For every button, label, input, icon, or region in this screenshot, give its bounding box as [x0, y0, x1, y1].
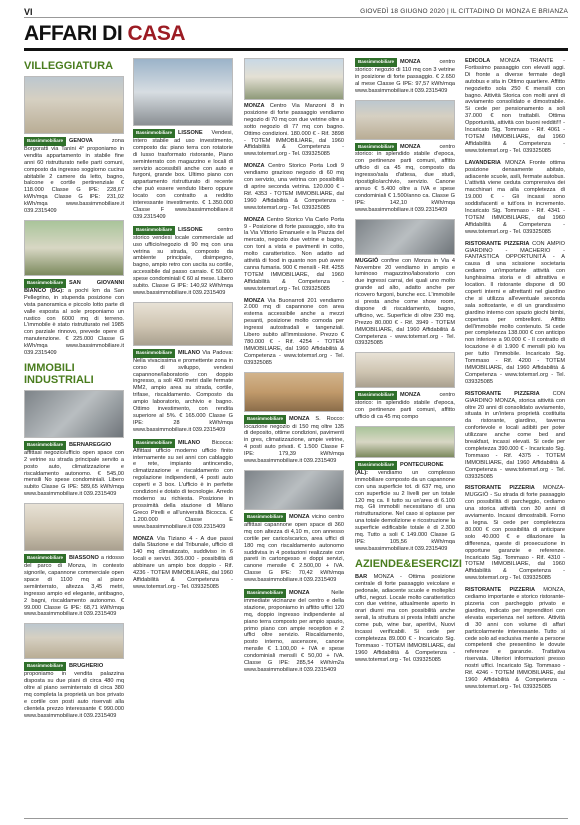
photo-monza-manzoni: [244, 58, 344, 100]
column-4: [355, 58, 462, 669]
photo-monza-capannone: [244, 470, 344, 510]
ad-muggio: MUGGIÒ confine con Monza in Via 4 Novembre 20 vendiamo in ampio e luminoso magazzino/laboratorio con due ingressi carrai, dei quali uno molto grande ad alto, adatto anche per ricovero furgoni, bunche ecc. L'immobile si presta anche come show room, dispone di riscaldamento, bagno, ufficino, wc. Superficie di oltre 230 mq. Prezzo 80.000 € - Rif. 3949 - TOTEM IMMOBILIARE, dal 1960 Affidabilità & Competenza - www.totemsrl.org - Tel. 039325085: [355, 257, 455, 347]
photo-lissone: [133, 58, 233, 126]
ad-biassono: Bassimmobiliare BIASSONO a ridosso del parco di Monza, in contesto signorile, capannone commerciale open space di 1100 mq al piano semiinterrato, altezza 3,45 metri, ingresso ampio ed elegante, antibagno, 2 bagni, riscaldamento autonomo. € 99.000 Classe G IPE: 68,71 kWh/mqa www.bassimmobiliare.it 039.2315409: [24, 555, 124, 618]
ad-brugherio: Bassimmobiliare BRUGHERIO proponiamo in vendita palazzina disposta su due piani di circa 480 mq oltre al piano seminterrato di circa 380 mq completa la proprietà un box privato e cortile con posti auto riservati alla clientela prezzo interessante € 990.000 www.bassimmobiliare.it 039.2315409: [24, 663, 124, 719]
ad-ristorante-2: RISTORANTE PIZZERIA CON GIARDINO MONZA, storica attività con oltre 20 anni di consolidato avviamento, situata in un'intera proprietà costituita da ristorante, giardino, taverna confortevole e locali adibiti per poter utilizzare anche come bed and breakfast, incassi elevati. Si cede per completezza 390.000 € - Incaricato Sig. Tommaso - Rif. 4375 - TOTEM IMMOBILIARE, dal 1960 Affidabilità & Competenza - www.totemsrl.org - Tel. 039325085: [465, 390, 565, 480]
ad-genova: Bassimmobiliare GENOVA zona Borgoratti via Tanini 4° proponiamo in vendita appartamento in stabile fine anni 60 ristrutturato nelle parti comuni, composto da ingresso soggiorno cucina abitabile 2 camere da letto, bagno, balcone e cortile pertinenziale € 118.000 Classe G IPE: 228,67 kWh/mqa Classe G IPE: 231,02 kWh/mqa www.bassimmobiliare.it 039.2315409: [24, 138, 124, 215]
column-2: [133, 58, 233, 596]
agency-logo: Bassimmobiliare: [24, 137, 66, 146]
ad-monza-buonarroti: MONZA Via Buonarroti 201 vendiamo 2.000 mq di capannone con area esterna accessibile anche a mezzi pesanti, posizione molto comoda per ingressi autostradali e tangenziali. Libero subito all'immissione. Prezzo € 780.000 € - Rif. 4254 - TOTEM IMMOBILIARE, dal 1960 Affidabilità & Competenza - www.totemsrl.org - Tel. 039325085: [244, 297, 344, 366]
photo-genova: [24, 76, 124, 134]
photo-monza-rocco: [244, 372, 344, 412]
footer-rule: [24, 818, 568, 819]
photo-biassono: [24, 503, 124, 551]
page-title: AFFARI DI CASA: [24, 22, 186, 45]
page-header: [24, 8, 568, 18]
ad-pontecurone: Bassimmobiliare PONTECURONE (AL): vendiamo un complesso immobiliare composto da un capannone con una superficie tot. di 637 mq, uno con superficie su 2 livelli per un totale 120 mq ca. Il tutto su un'area di 6.100 mq. Gli immobili necessitano di una ristrutturazione. Nel caso si optasse per una totale demolizione e ricostruzione la superficie edificabile totale è di 2.300 mq. Tutto a soli € 149.000 Classe G IPE: 105,56 kWh/mqa www.bassimmobiliare.it 039.2315409: [355, 462, 455, 552]
photo-brugherio: [24, 623, 124, 659]
section-aziende: AZIENDE&ESERCIZI: [355, 557, 462, 570]
ad-monza-stabile: Bassimmobiliare MONZA centro storico: in splendido stabile d'epoca, con pertinenze parti comuni, affitto ufficio di ca 45 mq compo: [355, 392, 455, 421]
ad-monza-centrostorico: Bassimmobiliare MONZA centro storico: negozio di 110 mq con 3 vetrine in posizione di forte passaggio. € 2.650 al mese Classe G IPE: 97,57 kWh/mqa www.bassimmobiliare.it 039.2315409: [355, 59, 455, 94]
ad-monza-portalodi: MONZA Centro Storico Porta Lodi 9 vendiamo grazioso negozio di 60 mq con servizio, una vetrina con possibilità di aprire seconda vetrina. 120.000 € - Rif. 4353 - TOTEM IMMOBILIARE, dal 1960 Affidabilità & Competenza - www.totemsrl.org - Tel. 039325085: [244, 163, 344, 211]
ad-monza-manzoni: MONZA Centro Via Manzoni 8 in posizione di forte passaggio vendiamo negozio di 70 mq con due vetrine oltre a sotto negozio di 77 mq con bagno. Ottimo condizioni. 180.000 € - Rif. 3898 - TOTEM IMMOBILIARE, dal 1960 Affidabilità & Competenza - www.totemsrl.org - Tel. 039325085: [244, 103, 344, 158]
photo-muggio: [355, 219, 455, 255]
section-industriali: IMMOBILI INDUSTRIALI: [24, 361, 94, 386]
ad-monza-centrostorico-2: Bassimmobiliare MONZA centro storico: in splendido stabile d'epoca, con pertinenze parti comuni, affitto ufficio di ca 45 mq, composto da ingresso/sala d'attesa, due studi, ripostiglio/archivio, servizio. Canone annuo € 5.400 oltre a IVA e spese condominiali € 1.500/anno ca. Classe G IPE: 142,10 kWh/mqa www.bassimmobiliare.it 039.2315409: [355, 143, 455, 213]
photo-pontecurone: [355, 426, 455, 458]
ad-lavanderia: LAVANDERIA MONZA Fronte ottima posizione densamente abitato, adiacente scuole, asili, fermate autobus. L'attività viene ceduta comprensiva dei macchinari ma alla completezza di 19.000 € - Gli incassi sono soddisfacenti e tutt'ora in incremento. Incaricato Sig. Tommaso - Rif. 4341 - TOTEM IMMOBILIARE, dal 1960 Affidabilità & Competenza - www.totemsrl.org - Tel. 039325085: [465, 159, 565, 235]
ad-monza-nelle: Bassimmobiliare MONZA Nelle immediate vicinanze del centro e della stazione, proponiamo in affitto uffici 120 mq, doppio ingresso indipendente al piano terra composto per ampio spazio, primo piano con ampie reception e 2 uffici oltre servizio. Riscaldamento, posto interno, ascensore, canone mensile € 1.100,00 + IVA e spese condominiali mensili € 50,00 + IVA. Classe G IPE: 285,54 kWh/m2a www.bassimmobiliare.it 039.2315409: [244, 590, 344, 673]
ad-ristorante-4: RISTORANTE PIZZERIA MONZA, cediamo importante e storico ristorante-pizzeria con parcheggio privato e giardino, indicato per imprenditori con elevata esperienza nel settore. Attività di 30 anni con volume di affari particolarmente interessante. Tutto si cede solo ad esclusiva mente a persone competenti che presentino le dovute referenze e garanzie. Trattativa riservata. Ulteriori informazioni presso nostri uffici. Incaricato Sig. Tommaso - Rif. 4246 - TOTEM IMMOBILIARE, dal 1960 Affidabilità & Competenza - www.totemsrl.org - Tel. 039325085: [465, 587, 565, 690]
ad-ristorante-3: RISTORANTE PIZZERIA MONZA-MUGGIÒ - Su strada di forte passaggio con possibilità di parcheggio, cediamo una storica attività con 30 anni di avviamento. Incassi dimostrabili. Forno a legna. Si cede per completezza 80.000 € con possibilità di anticipare solo 40.000 € e dilazionare la differenza, queste di prosecuzione in opportune garanzie e referenze. Incaricato Sig. Tommaso - Rif. 4310 - TOTEM IMMOBILIARE, dal 1960 Affidabilità & Competenza - www.totemsrl.org - Tel. 039325085: [465, 485, 565, 582]
column-5: [465, 58, 565, 696]
header-info: GIOVEDÌ 18 GIUGNO 2020 | IL CITTADINO DI MONZA E BRIANZA: [360, 8, 568, 15]
ad-edicola: EDICOLA MONZA TRIANTE - Fortissimo passaggio con elevati aggi. Di fronte a diverse fermate degli autobus e sita in Ottimo quartiere. Affitto negozietto sola 250 € mensili con bagno. Attività Storica con molti anni di avviamento consolidato e dimostrabile. Si cede per pensionamento a soli 37.000 € non trattabili. Ottima Opportunità, attività con buoni redditi!!! - Incaricato Sig. Tommaso - Rif. 4061 - TOTEM IMMOBILIARE, dal 1960 Affidabilità & Competenza - www.totemsrl.org - Tel. 039325085: [465, 58, 565, 154]
ad-monza-capannone: Bassimmobiliare MONZA vicino centro affittasi capannone open space di 360 mq con altezza di 4,10 m, con annesso cortile per carico/scarico, area uffici di 180 mq con riscaldamento autonomo suddivisa in 4 postazioni realizzate con pareti in cartongesso e doppi servizi, canone mensile € 2.500,00 + IVA. Classe G IPE: 70,42 kWh/mqa www.bassimmobiliare.it 039.2315409: [244, 513, 344, 584]
ad-milano-1: Bassimmobiliare MILANO Via Padova: Nella vivacissima e promettente zona in corso di sviluppo, vendesi capannone/laboratorio con doppio ingresso, a soli 400 metri dalle fermate MM2, ampio area su strada, cortile, trifase, riscaldamento. Composto da ampio laboratorio, archivio e bagno. Ottimo investimento, con rendita superiore al 5%. € 165.000 Classe G IPE: 28 kWh/mqa www.bassimmobiliare.it 039.2315409: [133, 349, 233, 433]
ad-bar-monza: BAR MONZA - Ottima posizione centrale di forte passaggio veicolare e pedonale, adiacente scuole e molteplici uffici, negozi. Locale molto caratteristico con due vetrine, attualmente aperto in orari diurni ma con possibilità anche serali, la struttura si presta infatti anche come pub, wine bar, aperitivi, Nuovi incassi verificabili. Si cede per completezza 89.000 € - Incaricato Sig. Tommaso - TOTEM IMMOBILIARE, dal 1960 Affidabilità & Competenza - www.totemsrl.org - Tel. 039325085: [355, 573, 455, 663]
page-number: VI: [24, 7, 33, 17]
photo-milano: [133, 302, 233, 346]
photo-monza-centro: [355, 100, 455, 140]
ad-sangiovanni: Bassimmobiliare SAN GIOVANNI BIANCO (BG): a pochi km da San Pellegrino, in stupenda posizione con vista panoramica e piccolo lotto parte di valle esposta al sole proponiamo un rustico con 6000 mq di terreno. L'immobile è stato ristrutturato nel 1985 con parziale rinnovo, prevede opere di manutenzione. € 225.000 Classe G kWh/mqa www.bassimmobiliare.it 039.2315409: [24, 279, 124, 357]
ad-lissone-2: Bassimmobiliare LISSONE centro storico vendesi locale commerciale ad uso ufficio/negozio di 90 mq con una vetrina su strada, composto da ambiente principale, disimpegno, bagno, ampio retro con uscita su cortile, accessibile dal passo carraio. € 50.000 spese condominiali € 60 al mese. Libero subito. Classe G IPE: 140,92 kWh/mqa www.bassimmobiliare.it 039.2315409: [133, 226, 233, 296]
column-3: [244, 58, 344, 679]
column-1: [24, 58, 124, 725]
ad-bernareggio: Bassimmobiliare BERNAREGGIO affittasi negozio/ufficio open space con 2 vetrine su strada principale servito a posto auto, climatizzazione e riscaldamento autonomo. € 545,00 mensili No spese condominiali. Libero subito Classe G IPE: 589,65 kWh/mqa www.bassimmobiliare.it 039.2315409: [24, 441, 124, 498]
ad-ristorante-1: RISTORANTE PIZZERIA CON AMPIO GIARDINO - MACHERIO - FANTASTICA OPPORTUNITÀ - A causa di una scissione societaria cediamo un'importante attività con lunghissima storia e di attrattiva e location. Il ristorante dispone di 90 coperti interni e altrettanti nel giardino che si utilizza all'eventuale seconda sala sottostante, e di un grandissimo giardino interno con spazio giochi bimbi, copertura per ombrelloni. Affitto dell'immobile molto contenuto. Si cede per completezza 138.000 € con anticipo non inferiore a 90.000 € - Il contratto di locazione è di 1.900 € mensili più iva per tutto l'immobile. Incaricato Sig. Tommaso - Rif. 4200 - TOTEM IMMOBILIARE, dal 1960 Affidabilità & Competenza - www.totemsrl.org - Tel. 039325085: [465, 240, 566, 385]
ad-milano-2: Bassimmobiliare MILANO Bicocca: Affittasi ufficio moderno ufficio finito internamente su sei anni con cablaggio e rete, impianto antincendio, climatizzazione e riscaldamento con regolazione indipendenti, 4 posti auto coperti e 3 box. L'ufficio è in perfette condizioni e dotato di tecnologie. Arredo moderno su richiesta. Posizione in prossimità della stazione di Milano Greco Pirelli e all'università Bicocca. € 1.200.000 Classe E www.bassimmobiliare.it 039.2315409: [133, 439, 233, 530]
section-villeggiatura: VILLEGGIATURA: [24, 60, 114, 72]
ad-monza-tiziano: MONZA Via Tiziano 4 - A due passi dalla Stazione e dal Tribunale, ufficio di 140 mq climatizzato, suddiviso in 6 locali e servizi. 365.000 - possibilità di abbinare un ampio box doppio - Rif. 4236 - TOTEM IMMOBILIARE, dal 1960 Affidabilità & Competenza - www.totemsrl.org - Tel. 039325085: [133, 535, 233, 590]
ad-monza-rocco: Bassimmobiliare MONZA S. Rocco: locazione negozio di 150 mq oltre 135 di deposito, ottime condizioni, pavimenti in gres, climatizzazione, ampie vetrine, 4 posti auto privati. € 1.500 Classe F IPE: 179,39 kWh/mqa www.bassimmobiliare.it 039.2315409: [244, 415, 344, 465]
title-rule: [24, 48, 568, 51]
ad-lissone-1: Bassimmobiliare LISSONE Vendesi, intero stabile ad uso investimento, composto da: piano terra con rotatorie di lusso trasformato ristorante, Piano seminterrato con magazzino e locali di servizio accessibili anche con auto e furgoni, grande box. Ultimo piano con appartamento ristrutturato di recente che può essere venduto libero oppure locato con contratto a reddito interessante investimento. € 1.350.000 Classe F www.bassimmobiliare.it 039.2315409: [133, 130, 233, 220]
photo-bernareggio: [24, 390, 124, 438]
photo-monza-stabile: [355, 352, 455, 388]
ad-monza-carlo-porta: MONZA Centro Storico Via Carlo Porta 9 - Posizione di forte passaggio, sito tra la Via Vittorio Emanuele e la Piazza del mercato, negozio due vetrine e bagno, con toni a vista e pavimenti in cotto, molto caratteristico. Non adatto ad attività di food in quanto non può avere canna fumaria. 900 € mensili - Rif. 4255 TOTEM IMMOBILIARE, dal 1960 Affidabilità & Competenza - www.totemsrl.org - Tel. 039325085: [244, 216, 345, 292]
photo-sangiovanni: [24, 220, 124, 276]
